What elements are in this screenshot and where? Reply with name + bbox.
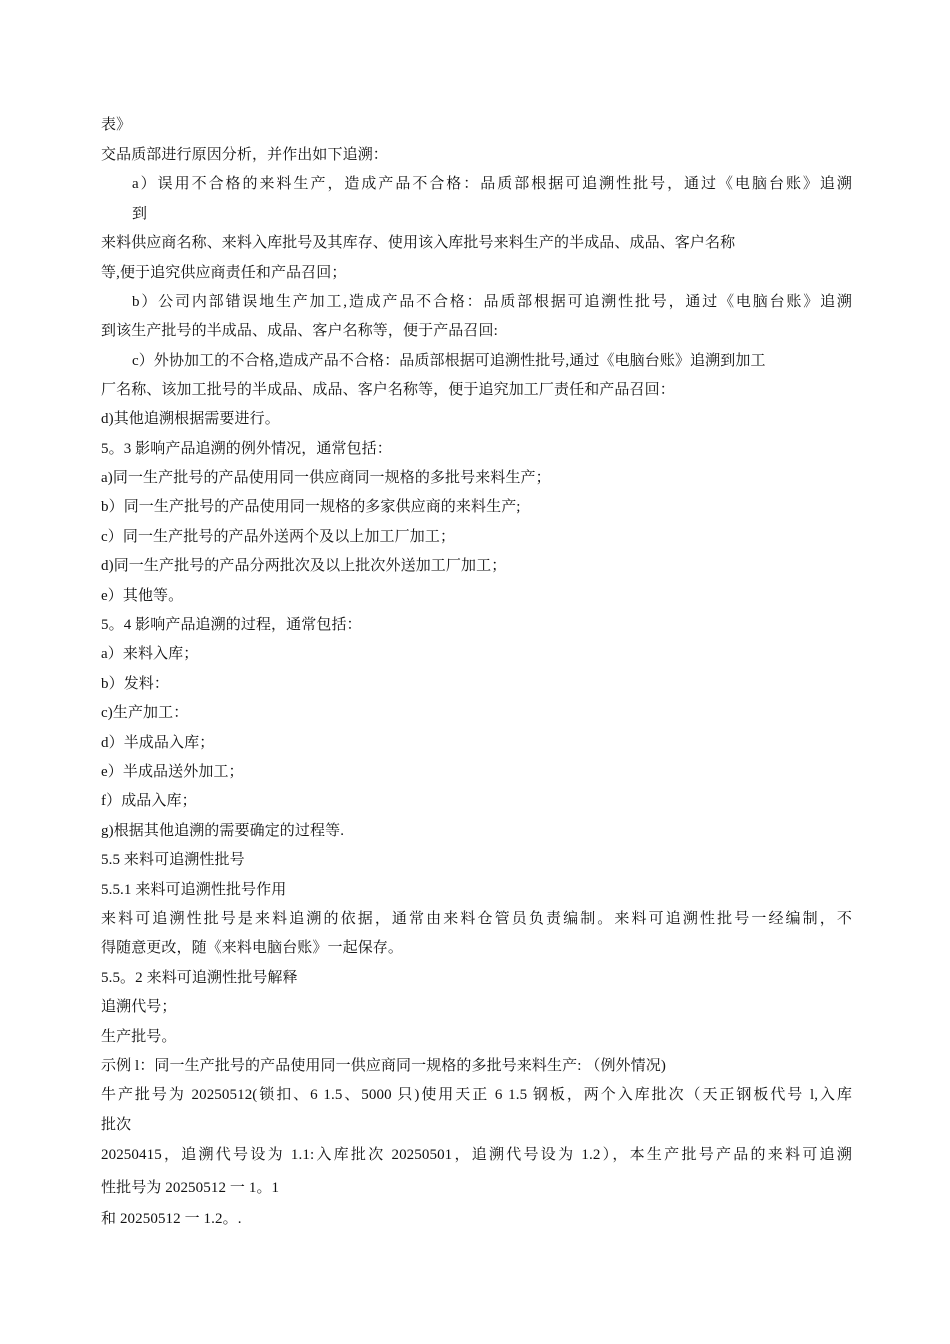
text-line: c）同一生产批号的产品外送两个及以上加工厂加工；	[101, 529, 456, 545]
text-line: 追溯代号；	[101, 999, 177, 1015]
text-line: 表》	[101, 117, 132, 133]
text-line: 生产批号。	[101, 1029, 177, 1045]
text-line: b）公司内部错误地生产加工,造成产品不合格：品质部根据可追溯性批号，通过《电脑台账》追溯	[132, 294, 852, 310]
text-line: 批次	[101, 1117, 132, 1133]
text-line: d）半成品入库；	[101, 735, 215, 751]
text-line: 来料可追溯性批号是来料追溯的依据，通常由来料仓管员负责编制。来料可追溯性批号一经编制，不	[101, 911, 852, 927]
text-line: 5。3 影响产品追溯的例外情况，通常包括：	[101, 441, 392, 457]
text-line: 5.5。2 来料可追溯性批号解释	[101, 970, 298, 986]
text-line: 20250415，追溯代号设为 1.1:入库批次 20250501，追溯代号设为 1.2），本生产批号产品的来料可追溯	[101, 1147, 852, 1163]
text-line: 到	[132, 206, 148, 222]
text-line: 到该生产批号的半成品、成品、客户名称等，便于产品召回:	[101, 323, 498, 339]
text-line: f）成品入库；	[101, 793, 197, 809]
text-line: a）来料入库；	[101, 646, 199, 662]
text-line: 得随意更改，随《来料电脑台账》一起保存。	[101, 940, 404, 956]
text-line: 厂名称、该加工批号的半成品、成品、客户名称等，便于追究加工厂责任和产品召回：	[101, 382, 675, 398]
text-line: 来料供应商名称、来料入库批号及其库存、使用该入库批号来料生产的半成品、成品、客户名称	[101, 235, 736, 251]
text-line: a）误用不合格的来料生产，造成产品不合格：品质部根据可追溯性批号，通过《电脑台账》追溯	[132, 176, 852, 192]
text-line: 性批号为 20250512 一 1。1	[101, 1180, 280, 1196]
text-line: e）半成品送外加工；	[101, 764, 244, 780]
text-line: 示例 l：同一生产批号的产品使用同一供应商同一规格的多批号来料生产: （例外情况)	[101, 1058, 666, 1074]
text-line: 等,便于追究供应商责任和产品召回；	[101, 265, 347, 281]
text-line: b）发料：	[101, 676, 170, 692]
text-line: 5。4 影响产品追溯的过程，通常包括：	[101, 617, 362, 633]
text-line: 和 20250512 一 1.2。.	[101, 1211, 242, 1227]
text-line: 5.5.1 来料可追溯性批号作用	[101, 882, 287, 898]
text-line: d)其他追溯根据需要进行。	[101, 411, 280, 427]
text-line: g)根据其他追溯的需要确定的过程等.	[101, 823, 345, 839]
text-line: 交品质部进行原因分析，并作出如下追溯：	[101, 147, 388, 163]
text-line: 牛产批号为 20250512(锁扣、6 1.5、5000 只)使用天正 6 1.5 钢板，两个入库批次（天正钢板代号 l,入库	[101, 1087, 852, 1103]
text-line: d)同一生产批号的产品分两批次及以上批次外送加工厂加工；	[101, 558, 507, 574]
text-line: a)同一生产批号的产品使用同一供应商同一规格的多批号来料生产；	[101, 470, 551, 486]
text-line: c）外协加工的不合格,造成产品不合格：品质部根据可追溯性批号,通过《电脑台账》追溯到加工	[132, 353, 766, 369]
text-line: e）其他等。	[101, 588, 184, 604]
text-line: 5.5 来料可追溯性批号	[101, 852, 245, 868]
text-line: c)生产加工：	[101, 705, 189, 721]
text-line: b）同一生产批号的产品使用同一规格的多家供应商的来料生产;	[101, 499, 521, 515]
